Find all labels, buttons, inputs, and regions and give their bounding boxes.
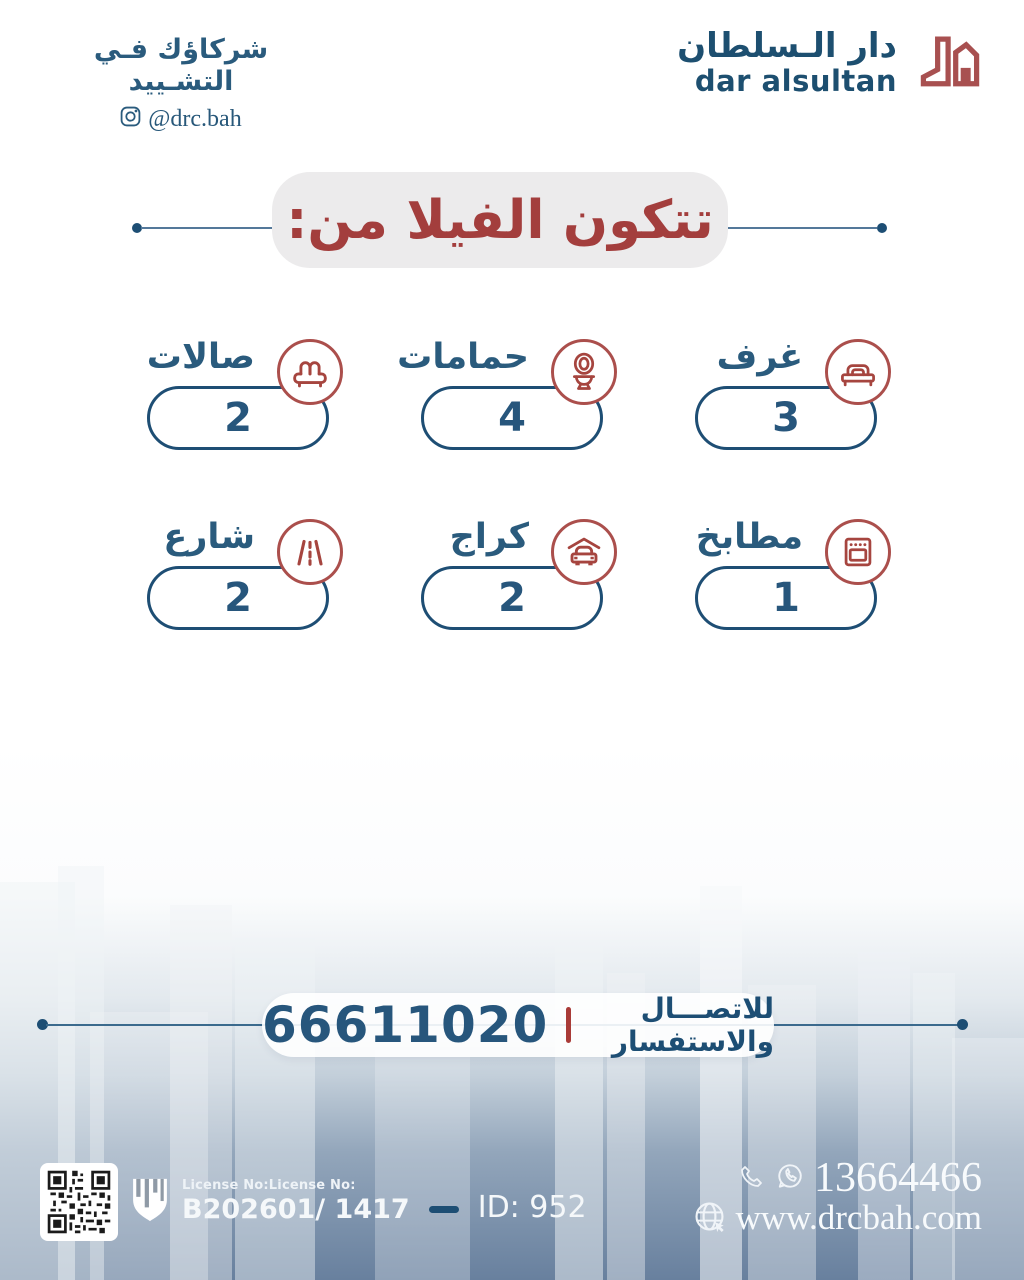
feature-value: 1 bbox=[772, 575, 800, 621]
phone-icon bbox=[738, 1162, 766, 1194]
feature-value: 2 bbox=[224, 395, 252, 441]
page-title: تتكون الفيلا من: bbox=[286, 189, 714, 251]
toilet-icon bbox=[551, 339, 617, 405]
contact-label: للاتصـــال والاستفسار bbox=[611, 992, 774, 1058]
feature-label: حمامات bbox=[397, 337, 529, 377]
footer-website-row bbox=[693, 1200, 982, 1237]
feature-value: 2 bbox=[224, 575, 252, 621]
license-number: B202601/ 1417 bbox=[182, 1193, 410, 1225]
car-garage-icon bbox=[551, 519, 617, 585]
title-rule-left bbox=[141, 227, 272, 229]
tagline-text: شركاؤك فـي التشـييد bbox=[93, 34, 269, 98]
brand-name-arabic: دار الـسلطان bbox=[677, 26, 897, 67]
footer-phone-number: 13664466 bbox=[814, 1155, 982, 1201]
feature-label: كراج bbox=[449, 517, 529, 557]
license-caption: License No:License No: bbox=[182, 1178, 356, 1193]
feature-card-street bbox=[147, 514, 329, 630]
brand-name-latin: dar alsultan bbox=[694, 64, 897, 99]
contact-strip bbox=[262, 993, 774, 1057]
whatsapp-icon bbox=[775, 1161, 805, 1195]
feature-label: شارع bbox=[163, 517, 255, 557]
contact-phone-number: 66611020 bbox=[262, 996, 549, 1054]
brand-wordmark bbox=[677, 27, 897, 97]
footer-phone-row bbox=[693, 1156, 982, 1200]
building-logo-mark-icon bbox=[912, 24, 988, 100]
title-rule-right bbox=[728, 227, 877, 229]
footer-license-block bbox=[40, 1163, 587, 1241]
feature-card-garage bbox=[421, 514, 603, 630]
feature-value: 2 bbox=[498, 575, 526, 621]
instagram-handle-row bbox=[38, 106, 324, 134]
tagline-block bbox=[38, 34, 324, 134]
title-banner bbox=[272, 172, 728, 268]
instagram-icon bbox=[120, 106, 141, 134]
villa-features-grid bbox=[147, 334, 877, 630]
feature-card-halls bbox=[147, 334, 329, 450]
footer-dash-divider bbox=[429, 1206, 459, 1213]
feature-label: مطابخ bbox=[695, 517, 803, 557]
footer-contact-block bbox=[693, 1156, 982, 1237]
title-rule-dot-right bbox=[877, 223, 887, 233]
bed-icon bbox=[825, 339, 891, 405]
road-icon bbox=[277, 519, 343, 585]
feature-value: 4 bbox=[498, 395, 526, 441]
contact-separator-bar bbox=[566, 1007, 570, 1043]
brand-logo bbox=[677, 24, 988, 100]
globe-icon bbox=[693, 1200, 726, 1237]
ad-id: ID: 952 bbox=[477, 1189, 587, 1225]
oven-icon bbox=[825, 519, 891, 585]
contact-rule-dot-right bbox=[957, 1019, 968, 1030]
license-info bbox=[182, 1179, 410, 1225]
feature-card-bathrooms bbox=[397, 334, 603, 450]
footer-website: www.drcbah.com bbox=[735, 1198, 982, 1238]
sofa-icon bbox=[277, 339, 343, 405]
feature-card-rooms bbox=[695, 334, 877, 450]
shield-logo-icon bbox=[131, 1176, 169, 1228]
feature-label: صالات bbox=[146, 337, 255, 377]
instagram-handle: @drc.bah bbox=[148, 106, 242, 133]
feature-card-kitchens bbox=[695, 514, 877, 630]
qr-code bbox=[40, 1163, 118, 1241]
feature-label: غرف bbox=[716, 337, 803, 377]
feature-value: 3 bbox=[772, 395, 800, 441]
